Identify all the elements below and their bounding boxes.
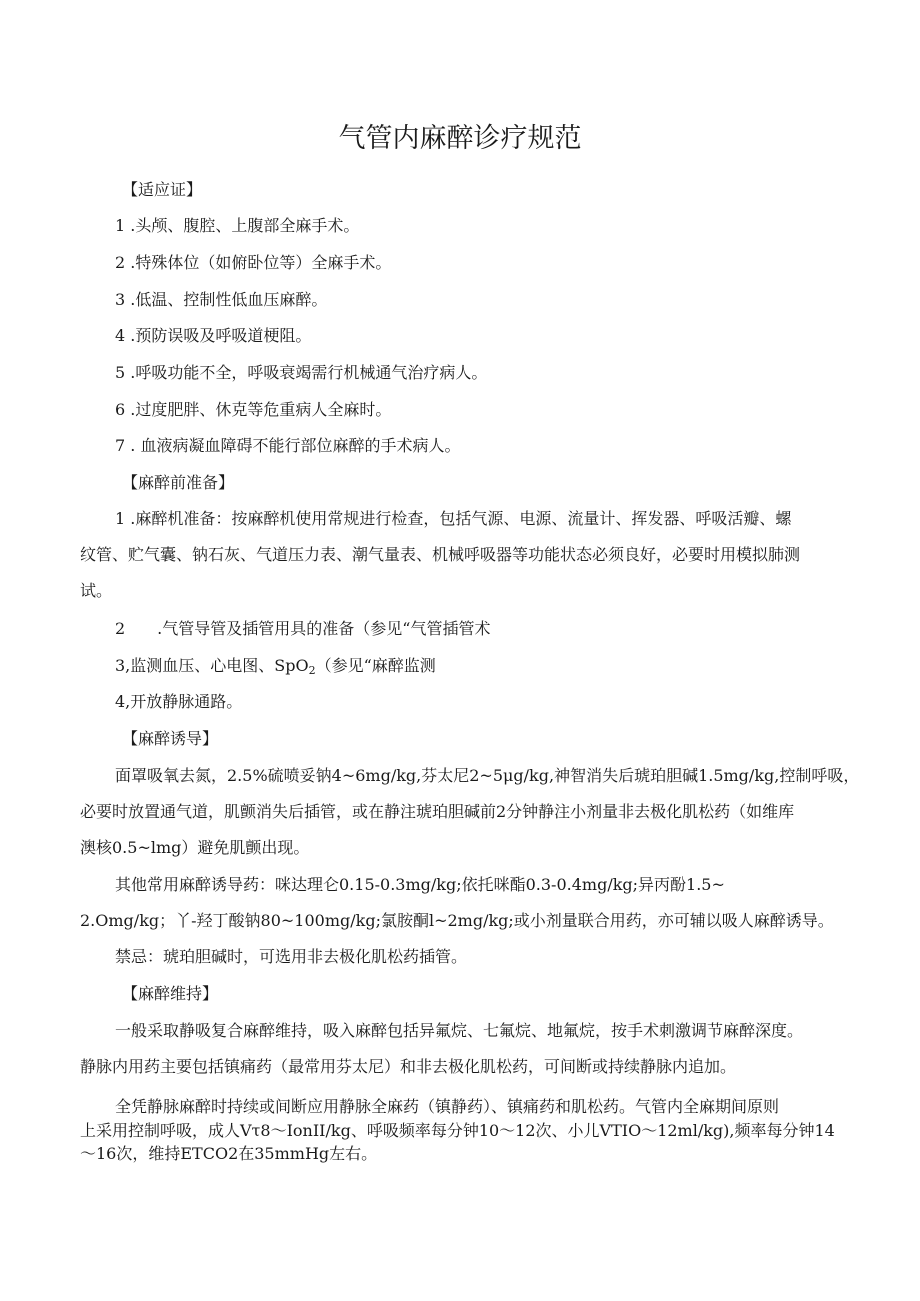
prep-item-1-line3: 试。 [80, 581, 113, 600]
indication-item: 6 .过度肥胖、休克等危重病人全麻时。 [115, 400, 392, 419]
maintenance-para1-line2: 静脉内用药主要包括镇痛药（最常用芬太尼）和非去极化肌松药，可间断或持续静脉内追加。 [80, 1057, 737, 1076]
induction-contraindication: 禁忌：琥珀胆碱时，可选用非去极化肌松药插管。 [115, 947, 468, 966]
prep-item-3 [115, 653, 436, 677]
indication-item: 4 .预防误吸及呼吸道梗阻。 [115, 326, 312, 345]
subscript: 2 [308, 664, 316, 677]
prep-item-1-line1: 1 .麻醉机准备：按麻醉机使用常规进行检查，包括气源、电源、流量计、挥发器、呼吸活瓣、螺 [115, 509, 792, 528]
induction-para1-line2: 必要时放置通气道，肌颤消失后插管，或在静注琥珀胆碱前2分钟静注小剂量非去极化肌松药（如维库 [80, 802, 795, 821]
maintenance-para2-line1: 全凭静脉麻醉时持续或间断应用静脉全麻药（镇静药）、镇痛药和肌松药。气管内全麻期间原则 [115, 1097, 780, 1116]
prep-item-3-suffix: （参见“麻醉监测 [315, 656, 436, 675]
induction-para2-line2: 2.Omg/kg；丫-羟丁酸钠80~100mg/kg;氯胺酮l~2mg/kg;或小剂量联合用药，亦可辅以吸人麻醉诱导。 [80, 911, 834, 930]
induction-para2-line1: 其他常用麻醉诱导药：咪达理仑0.15-0.3mg/kg;依托咪酯0.3-0.4mg/kg;异丙酚1.5~ [115, 875, 725, 894]
section-heading-prep: 【麻醉前准备】 [122, 473, 235, 492]
indication-item: 5 .呼吸功能不全，呼吸衰竭需行机械通气治疗病人。 [115, 363, 488, 382]
indication-item: 3 .低温、控制性低血压麻醉。 [115, 290, 328, 309]
prep-item-1-line2: 纹管、贮气囊、钠石灰、气道压力表、潮气量表、机械呼吸器等功能状态必须良好，必要时用模拟肺测 [80, 545, 801, 564]
indication-item: 2 .特殊体位（如俯卧位等）全麻手术。 [115, 253, 392, 272]
section-heading-maintenance: 【麻醉维持】 [122, 984, 219, 1003]
indication-item: 1 .头颅、腹腔、上腹部全麻手术。 [115, 216, 360, 235]
induction-para1-line3: 澳核0.5~lmg）避免肌颤出现。 [80, 838, 310, 857]
prep-item-4: 4,开放静脉通路。 [115, 692, 243, 711]
maintenance-para1-line1: 一般采取静吸复合麻醉维持，吸入麻醉包括异氟烷、七氟烷、地氟烷，按手术刺激调节麻醉深度。 [115, 1021, 804, 1040]
prep-item-3-text: 3,监测血压、心电图、SpO [115, 656, 309, 675]
section-heading-induction: 【麻醉诱导】 [122, 729, 219, 748]
page-title: 气管内麻醉诊疗规范 [338, 123, 582, 154]
indication-item: 7 . 血液病凝血障碍不能行部位麻醉的手术病人。 [115, 436, 461, 455]
maintenance-para2-line3: ～16次，维持ETCO2在35mmHg左右。 [80, 1144, 378, 1163]
induction-para1-line1: 面罩吸氧去氮，2.5%硫喷妥钠4~6mg/kg,芬太尼2~5μg/kg,神智消失后琥珀胆碱1.5mg/kg,控制呼吸， [115, 766, 860, 785]
maintenance-para2-line2: 上采用控制呼吸，成人Vτ8～IonII/kg、呼吸频率每分钟10～12次、小儿VTIO～12ml/kg),频率每分钟14 [80, 1121, 835, 1140]
prep-item-2: 2 .气管导管及插管用具的准备（参见“气管插管术 [115, 619, 491, 638]
section-heading-indications: 【适应证】 [122, 180, 203, 199]
